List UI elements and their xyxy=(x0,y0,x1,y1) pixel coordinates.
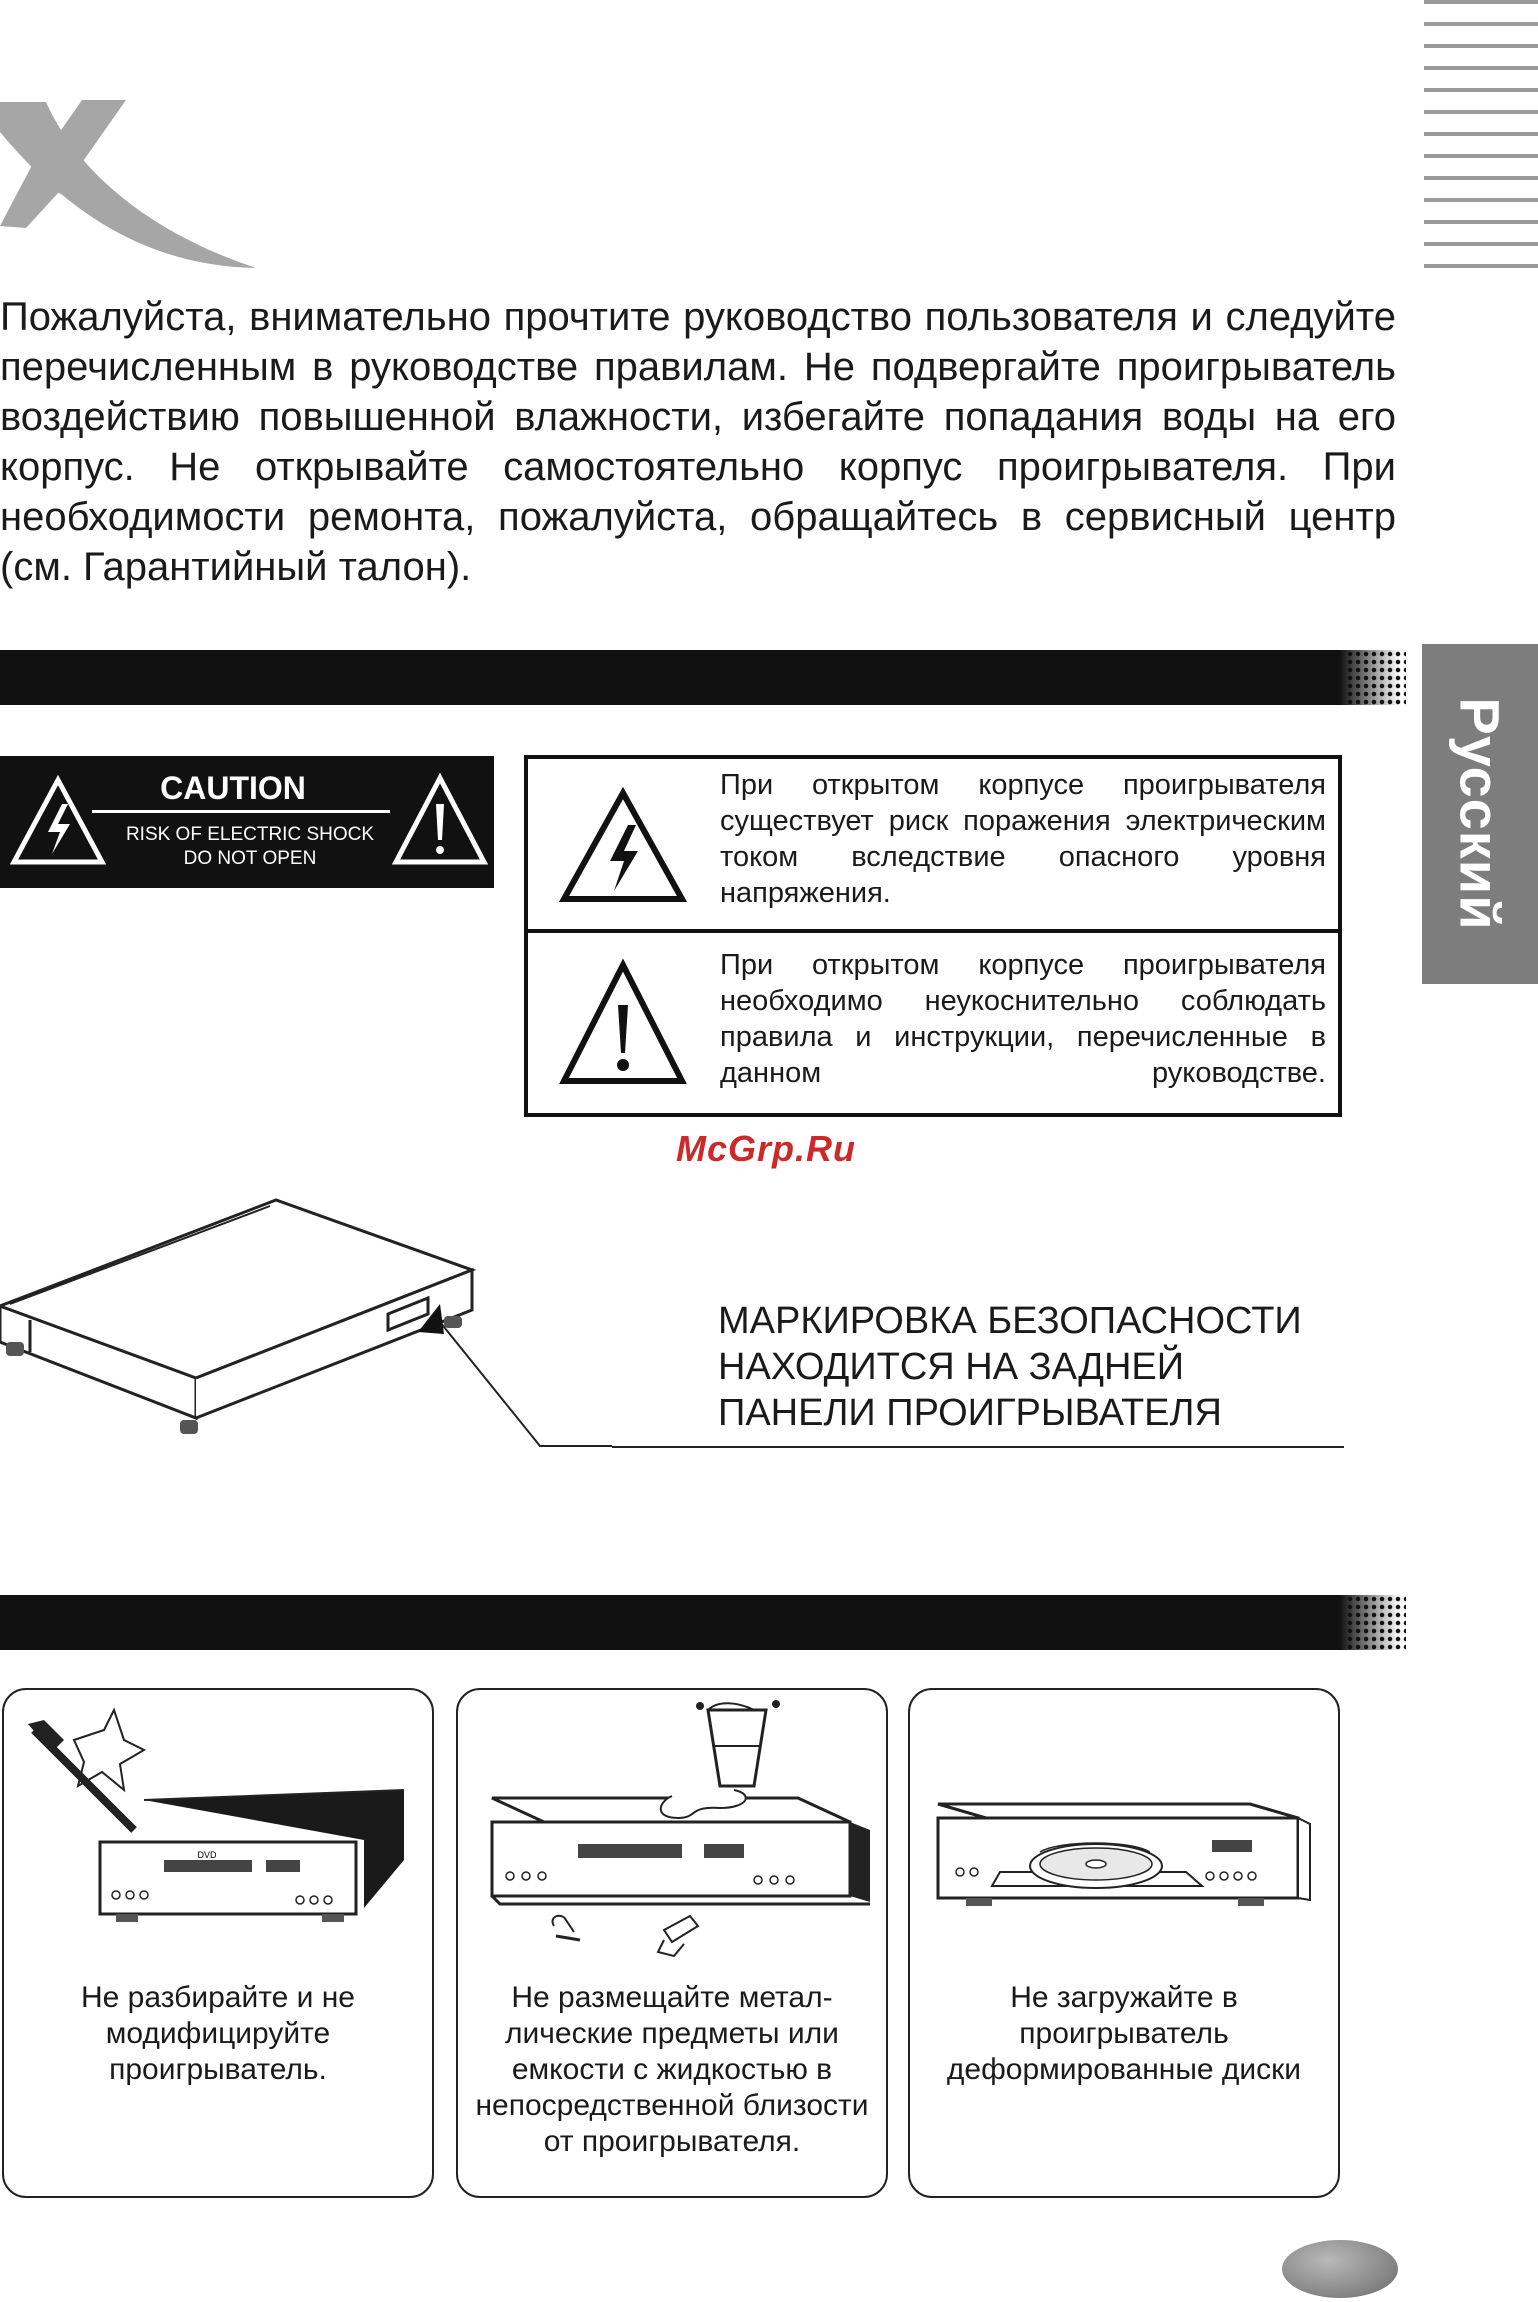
exclamation-warning-icon xyxy=(558,959,688,1089)
safety-marking-underline xyxy=(612,1446,1344,1448)
warning-table xyxy=(524,755,1342,1117)
exclamation-triangle-icon xyxy=(392,772,488,866)
caution-divider xyxy=(92,810,390,813)
section-bar-top xyxy=(0,650,1400,705)
liquid-player-illustration xyxy=(458,1690,890,1980)
warning-card-deformed-discs xyxy=(908,1688,1340,2198)
watermark: McGrp.Ru xyxy=(676,1128,857,1169)
language-tab xyxy=(1422,644,1538,984)
safety-marking-line-1: МАРКИРОВКА БЕЗОПАСНОСТИ xyxy=(718,1300,1302,1342)
section-bar-bottom xyxy=(0,1595,1400,1650)
card-text-deformed-discs: Не загружайте в проигрыватель деформированные диски xyxy=(946,1981,1302,2086)
section-bar-bottom-dots xyxy=(1346,1595,1406,1650)
language-tab-label: Русский xyxy=(1448,697,1512,931)
caution-label xyxy=(0,756,494,888)
caution-subtitle-1: RISK OF ELECTRIC SHOCK xyxy=(125,824,375,845)
card-text-metal-liquid: Не размещайте метал-лические предметы или емкости с жидкостью в непосредственной близости от проигрывателя. xyxy=(475,1981,869,2158)
section-bar-top-dots xyxy=(1346,650,1406,705)
lightning-warning-icon xyxy=(558,787,688,905)
decorative-stripes xyxy=(1424,0,1538,275)
disc-player-illustration xyxy=(910,1690,1342,1970)
caution-subtitle-2: DO NOT OPEN xyxy=(183,848,317,869)
safety-marking-line-3: ПАНЕЛИ ПРОИГРЫВАТЕЛЯ xyxy=(718,1392,1222,1434)
warning-text-2: При открытом корпусе проигрывателя необходимо неукоснительно соблюдать правила и инструкции, перечисленные в данном руководстве. xyxy=(720,949,1326,1089)
page-number-badge xyxy=(1282,2240,1398,2298)
warning-card-metal-liquid xyxy=(456,1688,888,2198)
logo-lower-stroke-icon xyxy=(0,150,120,230)
player-rear-illustration xyxy=(0,1192,620,1462)
intro-paragraph: Пожалуйста, внимательно прочтите руководство пользователя и следуйте перечисленным в руководстве правилам. Не подвергайте проигрыватель воздействию повышенной влажности, избегайте попадания воды на его корпус. Не открывайте самостоятельно корпус проигрывателя. При необходимости ремонта, пожалуйста, обращайтесь в сервисный центр (см. Гарантийный талон). xyxy=(0,295,1396,589)
warning-divider xyxy=(528,929,1338,933)
warning-text-1: При открытом корпусе проигрывателя существует риск поражения электрическим током вследствие опасного уровня напряжения. xyxy=(720,769,1326,909)
safety-marking-line-2: НАХОДИТСЯ НА ЗАДНЕЙ xyxy=(718,1346,1185,1388)
card1-dvd-text: DVD xyxy=(197,1850,217,1860)
caution-title: CAUTION xyxy=(160,770,306,806)
screwdriver-player-illustration xyxy=(4,1690,436,1970)
warning-card-disassemble xyxy=(2,1688,434,2198)
card-text-disassemble: Не разбирайте и не модифицируйте проигрыватель. xyxy=(81,1981,355,2086)
